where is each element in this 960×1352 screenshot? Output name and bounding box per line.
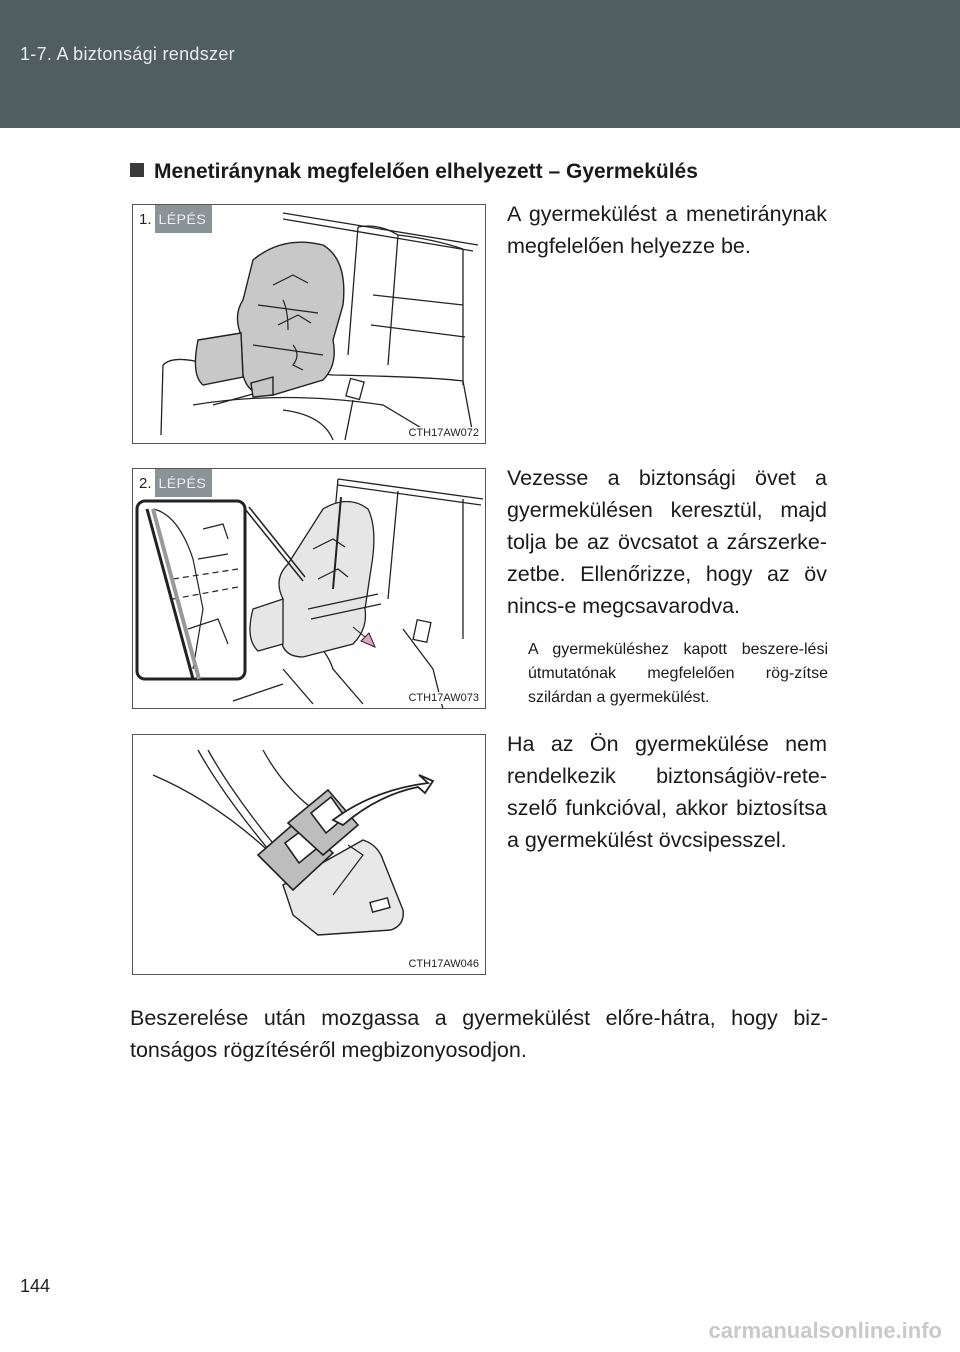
figure-code: CTH17AW046 — [408, 958, 479, 970]
step-number: 1. — [133, 205, 155, 233]
closing-paragraph: Beszerelése után mozgassa a gyermekülést előre-hátra, hogy biz-tonságos rögzítéséről megbizonyosodjon. — [130, 1006, 828, 1062]
locking-clip-text: Ha az Ön gyermekülése nem rendelkezik biztonságiöv-rete-szelő funkcióval, akkor biztosítsa a gyermekülést övcsipesszel. — [507, 732, 827, 852]
step-1-badge — [133, 205, 212, 233]
step-label: LÉPÉS — [155, 205, 213, 233]
section-heading-text: Menetiránynak megfelelően elhelyezett – Gyermekülés — [154, 160, 698, 183]
step-2-note: A gyermeküléshez kapott beszere-lési útmutatónak megfelelően rög-zítse szilárdan a gyermekülést. — [528, 641, 828, 706]
square-bullet-icon — [130, 163, 144, 177]
page-header — [0, 0, 960, 128]
page-number: 144 — [20, 1276, 51, 1296]
chapter-title: 1-7. A biztonsági rendszer — [20, 44, 235, 64]
car-seat-placement-illustration — [133, 205, 486, 444]
step-2-badge — [133, 469, 212, 497]
figure-step-2 — [132, 468, 486, 709]
locking-clip-illustration — [133, 735, 486, 975]
figure-locking-clip — [132, 734, 486, 975]
section-heading — [130, 160, 698, 184]
figure-step-1 — [132, 204, 486, 444]
step-number: 2. — [133, 469, 155, 497]
watermark: carmanualsonline.info — [708, 1318, 942, 1343]
belt-routing-illustration — [133, 469, 486, 709]
step-1-text: A gyermekülést a menetiránynak megfelelően helyezze be. — [507, 202, 827, 258]
figure-code: CTH17AW072 — [408, 427, 479, 439]
step-label: LÉPÉS — [155, 469, 213, 497]
figure-code: CTH17AW073 — [408, 692, 479, 704]
step-2-text: Vezesse a biztonsági övet a gyermekülésen keresztül, majd tolja be az övcsatot a zárszerke-zetbe. Ellenőrizze, hogy az öv nincs-e megcsavarodva. — [507, 466, 827, 618]
